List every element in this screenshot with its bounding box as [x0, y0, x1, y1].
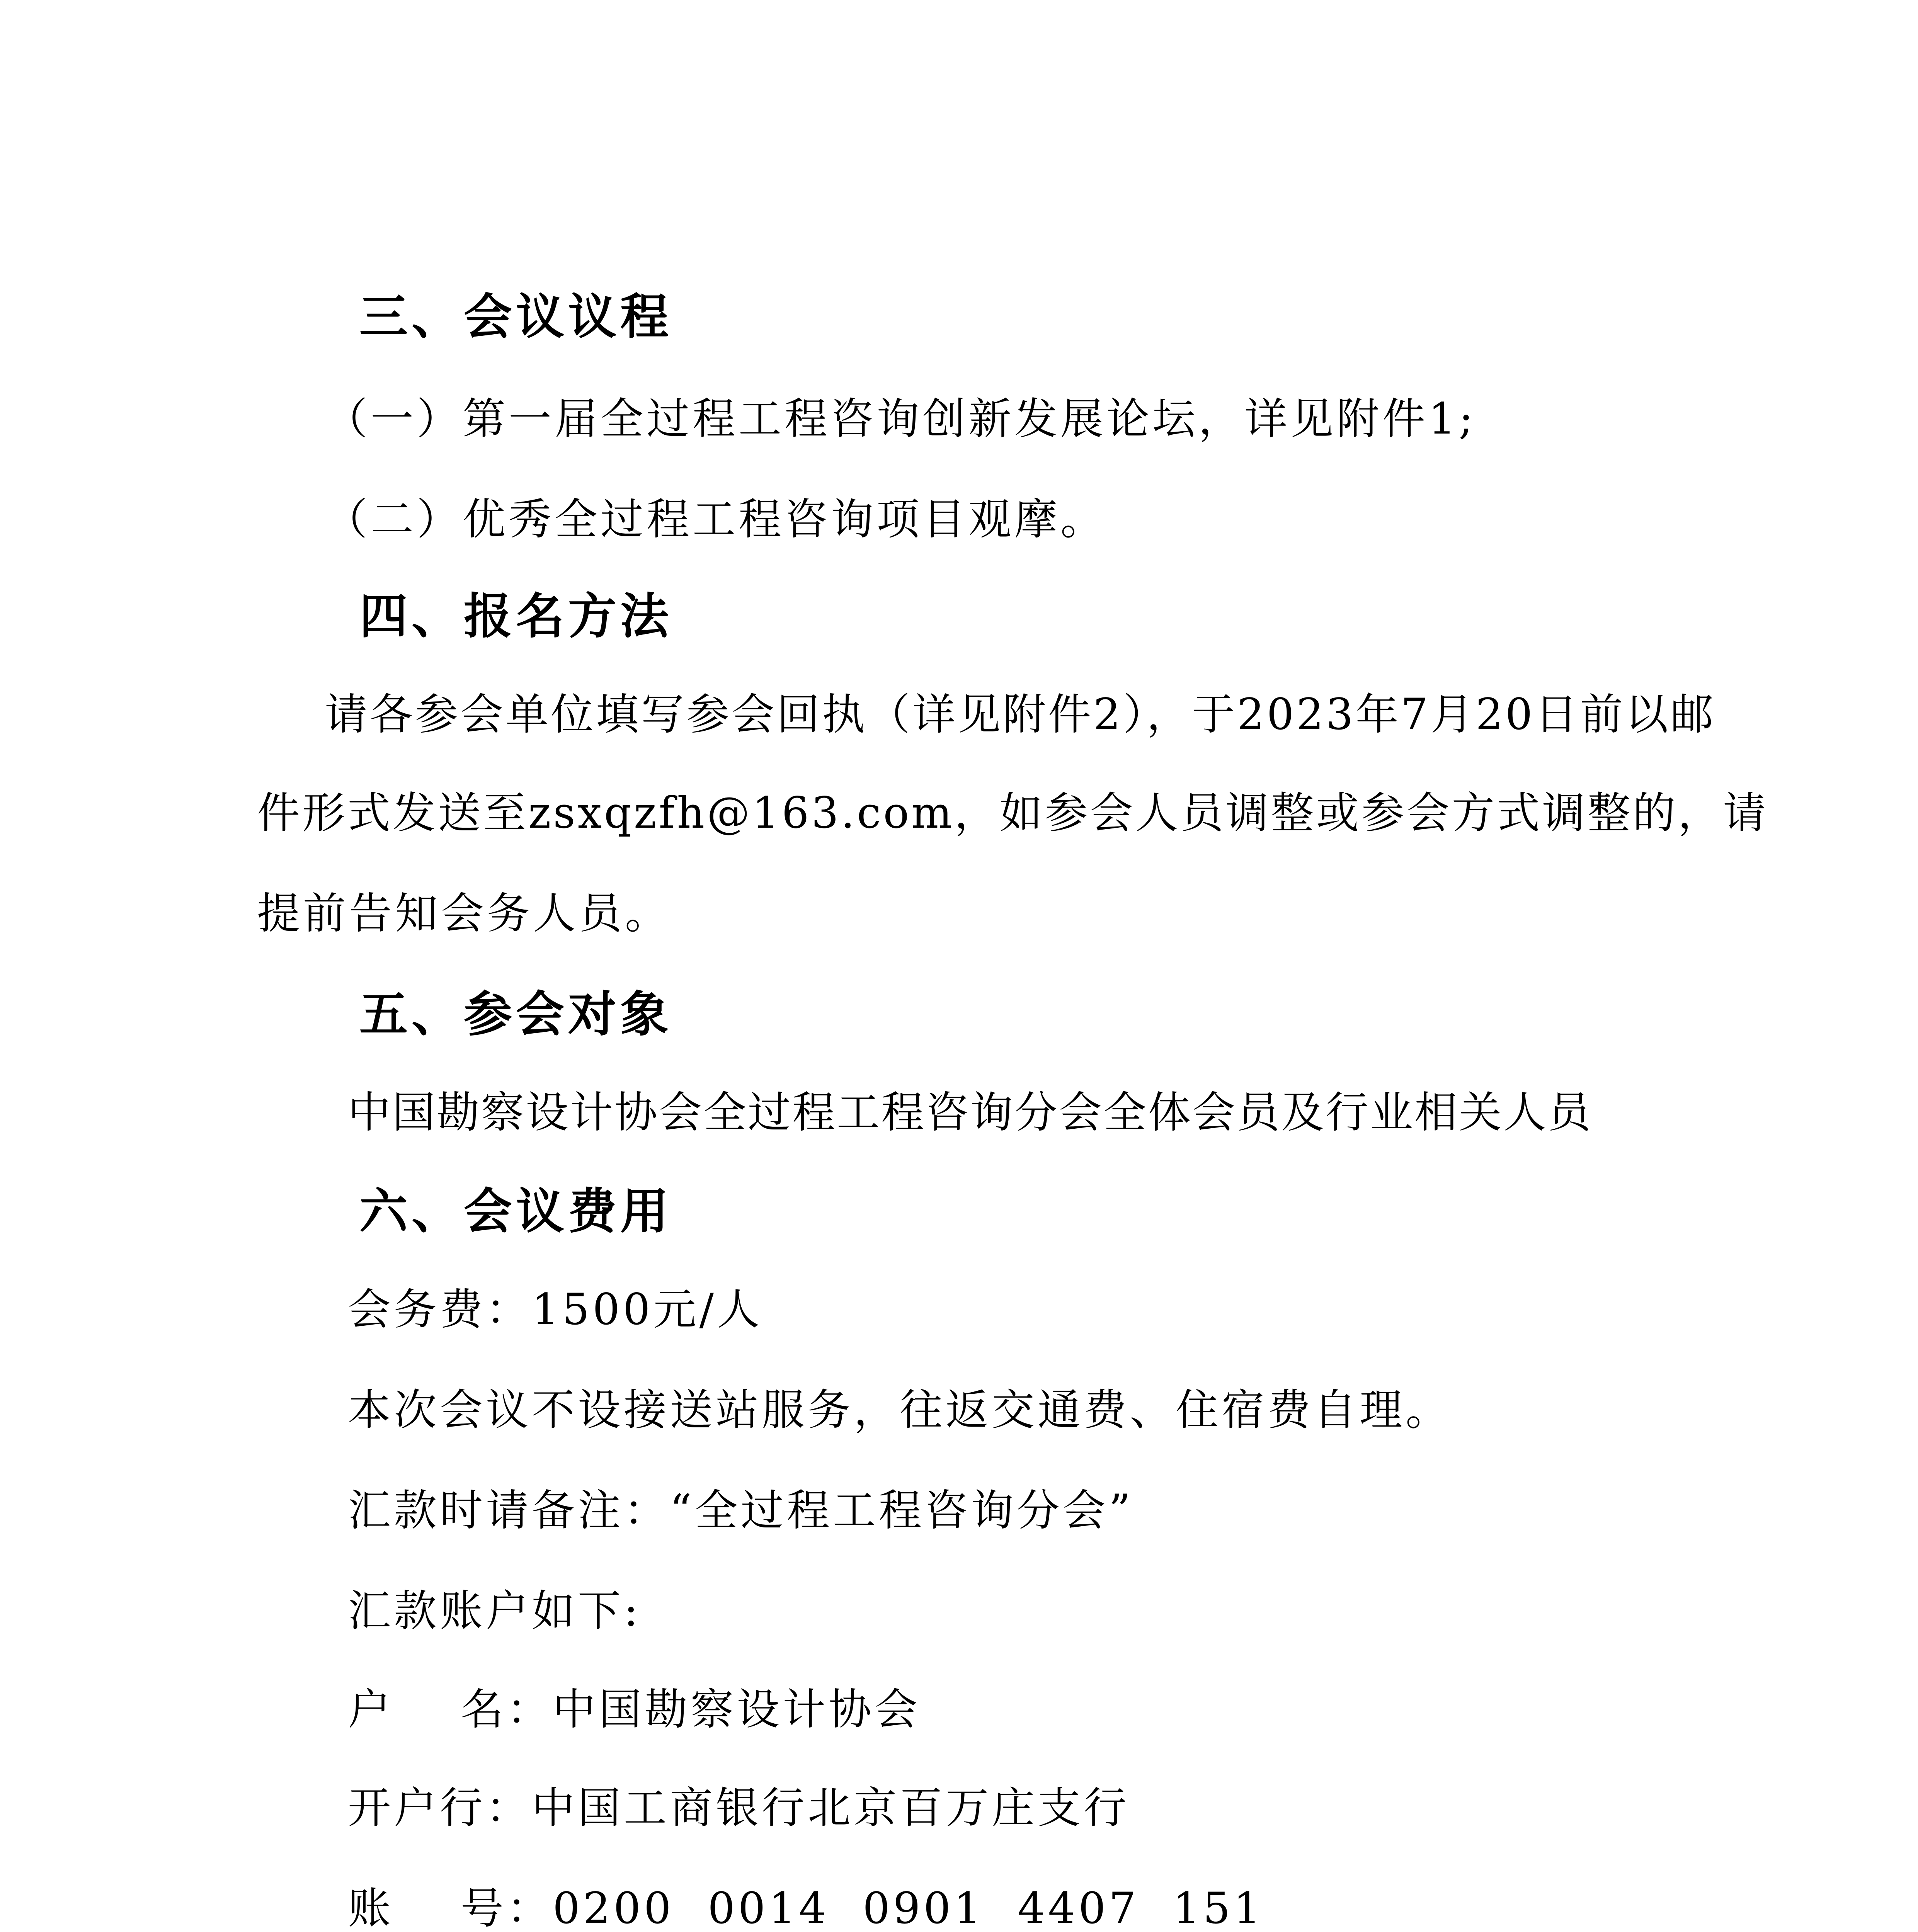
bank-value: 中国工商银行北京百万庄支行: [532, 1783, 1130, 1833]
participants-heading: 五、参会对象: [359, 986, 672, 1043]
fees-heading: 六、会议费用: [359, 1183, 672, 1240]
registration-line-3: 提前告知会务人员。: [257, 889, 671, 939]
fee-amount: 会务费：1500元/人: [348, 1285, 763, 1335]
fee-account-intro: 汇款账户如下:: [348, 1586, 642, 1636]
account-number-label: 账 号：: [348, 1884, 553, 1932]
bank-row: [348, 1781, 1130, 1835]
account-name-row: [348, 1683, 921, 1737]
fee-remittance-remark: 汇款时请备注：“全过程工程咨询分会”: [348, 1486, 1134, 1536]
registration-line-1: 请各参会单位填写参会回执（详见附件2），于2023年7月20日前以邮: [325, 690, 1716, 740]
participants-text: 中国勘察设计协会全过程工程咨询分会全体会员及行业相关人员: [348, 1088, 1593, 1138]
account-number-row: [348, 1882, 1264, 1932]
agenda-heading: 三、会议议程: [359, 289, 672, 345]
agenda-item-2: （二）优秀全过程工程咨询项目观摩。: [325, 495, 1107, 544]
account-name-label: 户 名：: [348, 1685, 553, 1735]
account-number-value: 0200 0014 0901 4407 151: [553, 1884, 1264, 1932]
registration-line-2: 件形式发送至zsxqzfh@163.com，如参会人员调整或参会方式调整的，请: [257, 788, 1768, 838]
bank-label: 开户行：: [348, 1783, 532, 1833]
agenda-item-1: （一）第一届全过程工程咨询创新发展论坛，详见附件1;: [325, 394, 1477, 444]
account-name-value: 中国勘察设计协会: [553, 1685, 921, 1735]
registration-heading: 四、报名方法: [359, 588, 672, 645]
fee-transport-note: 本次会议不设接送站服务，往返交通费、住宿费自理。: [348, 1385, 1452, 1435]
